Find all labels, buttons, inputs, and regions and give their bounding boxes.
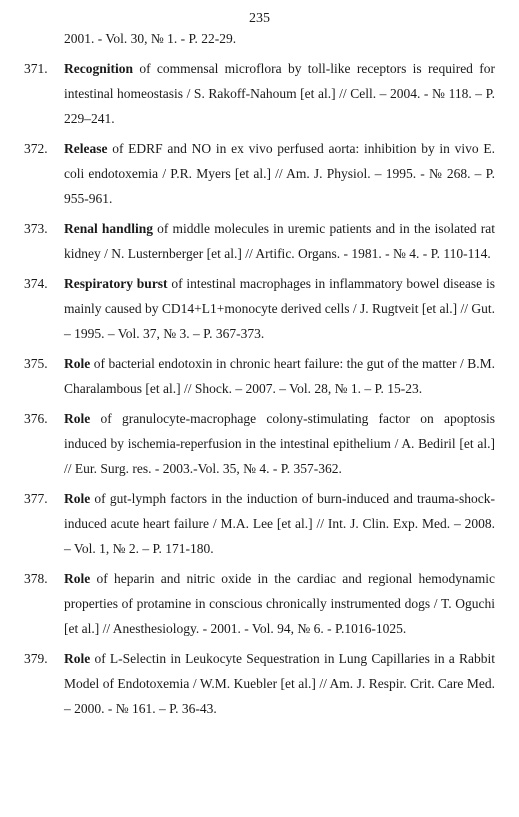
reference-item-373 [0, 216, 495, 266]
reference-details: of intestinal macrophages in inflammatory bowel disease is mainly caused by CD14+L1+monocyte derived cells / J. Rugtveit [et al.] // Gut. – 1995. – Vol. 37, № 3. – P. 367-373. [64, 276, 496, 341]
reference-title: Role [64, 411, 91, 426]
reference-text [64, 486, 495, 561]
reference-list [0, 56, 519, 726]
reference-number: 371. [24, 61, 48, 76]
reference-number: 375. [24, 356, 48, 371]
reference-title: Role [64, 356, 91, 371]
reference-title: Role [64, 571, 91, 586]
reference-item-378 [0, 566, 495, 641]
reference-text [64, 216, 495, 266]
reference-item-371 [0, 56, 495, 131]
reference-number: 377. [24, 491, 48, 506]
reference-details: of commensal microflora by toll-like receptors is required for intestinal homeostasis / S. Rakoff-Nahoum [et al.] // Cell. – 2004. - № 118. – P. 229–241. [64, 61, 495, 126]
reference-details: of bacterial endotoxin in chronic heart failure: the gut of the matter / B.M. Charalambous [et al.] // Shock. – 2007. – Vol. 28, № 1. – P. 15-23. [64, 356, 495, 396]
reference-number: 376. [24, 411, 48, 426]
reference-number: 373. [24, 221, 48, 236]
reference-text [64, 406, 495, 481]
reference-item-372 [0, 136, 495, 211]
reference-text [64, 646, 495, 721]
reference-title: Recognition [64, 61, 133, 76]
reference-item-377 [0, 486, 495, 561]
reference-title: Role [64, 651, 91, 666]
reference-details: of heparin and nitric oxide in the cardiac and regional hemodynamic properties of protamine in conscious chronically instrumented dogs / T. Oguchi [et al.] // Anesthesiology. - 2001. - Vol. 94, № 6. - P.1016-1025. [64, 571, 495, 636]
reference-text [64, 271, 495, 346]
page-number: 235 [249, 11, 270, 26]
reference-text [64, 56, 495, 131]
reference-details: of EDRF and NO in ex vivo perfused aorta: inhibition by in vivo E. coli endotoxemia / P.R. Myers [et al.] // Am. J. Physiol. – 1995. - № 268. – P. 955-961. [64, 141, 495, 206]
reference-item-375 [0, 351, 495, 401]
reference-text [64, 136, 495, 211]
reference-number: 379. [24, 651, 48, 666]
reference-details: of gut-lymph factors in the induction of burn-induced and trauma-shock-induced acute heart failure / M.A. Lee [et al.] // Int. J. Clin. Exp. Med. – 2008. – Vol. 1, № 2. – P. 171-180. [64, 491, 495, 556]
reference-text [64, 566, 495, 641]
previous-reference-continuation: 2001. - Vol. 30, № 1. - P. 22-29. [64, 31, 237, 46]
reference-number: 374. [24, 276, 48, 291]
reference-item-374 [0, 271, 495, 346]
reference-title: Release [64, 141, 108, 156]
reference-number: 372. [24, 141, 48, 156]
reference-details: of middle molecules in uremic patients and in the isolated rat kidney / N. Lusternberger [et al.] // Artific. Organs. - 1981. - № 4. - P. 110-114. [64, 221, 496, 261]
reference-text [64, 351, 495, 401]
reference-item-376 [0, 406, 495, 481]
reference-title: Role [64, 491, 91, 506]
reference-item-379 [0, 646, 495, 721]
reference-number: 378. [24, 571, 48, 586]
reference-details: of granulocyte-macrophage colony-stimulating factor on apoptosis induced by ischemia-reperfusion in the intestinal epithelium / A. Bediril [et al.] // Eur. Surg. res. - 2003.-Vol. 35, № 4. - P. 357-362. [64, 411, 495, 476]
reference-title: Renal handling [64, 221, 153, 236]
reference-title: Respiratory burst [64, 276, 168, 291]
reference-details: of L-Selectin in Leukocyte Sequestration in Lung Capillaries in a Rabbit Model of Endotoxemia / W.M. Kuebler [et al.] // Am. J. Respir. Crit. Care Med. – 2000. - № 161. – P. 36-43. [64, 651, 495, 716]
